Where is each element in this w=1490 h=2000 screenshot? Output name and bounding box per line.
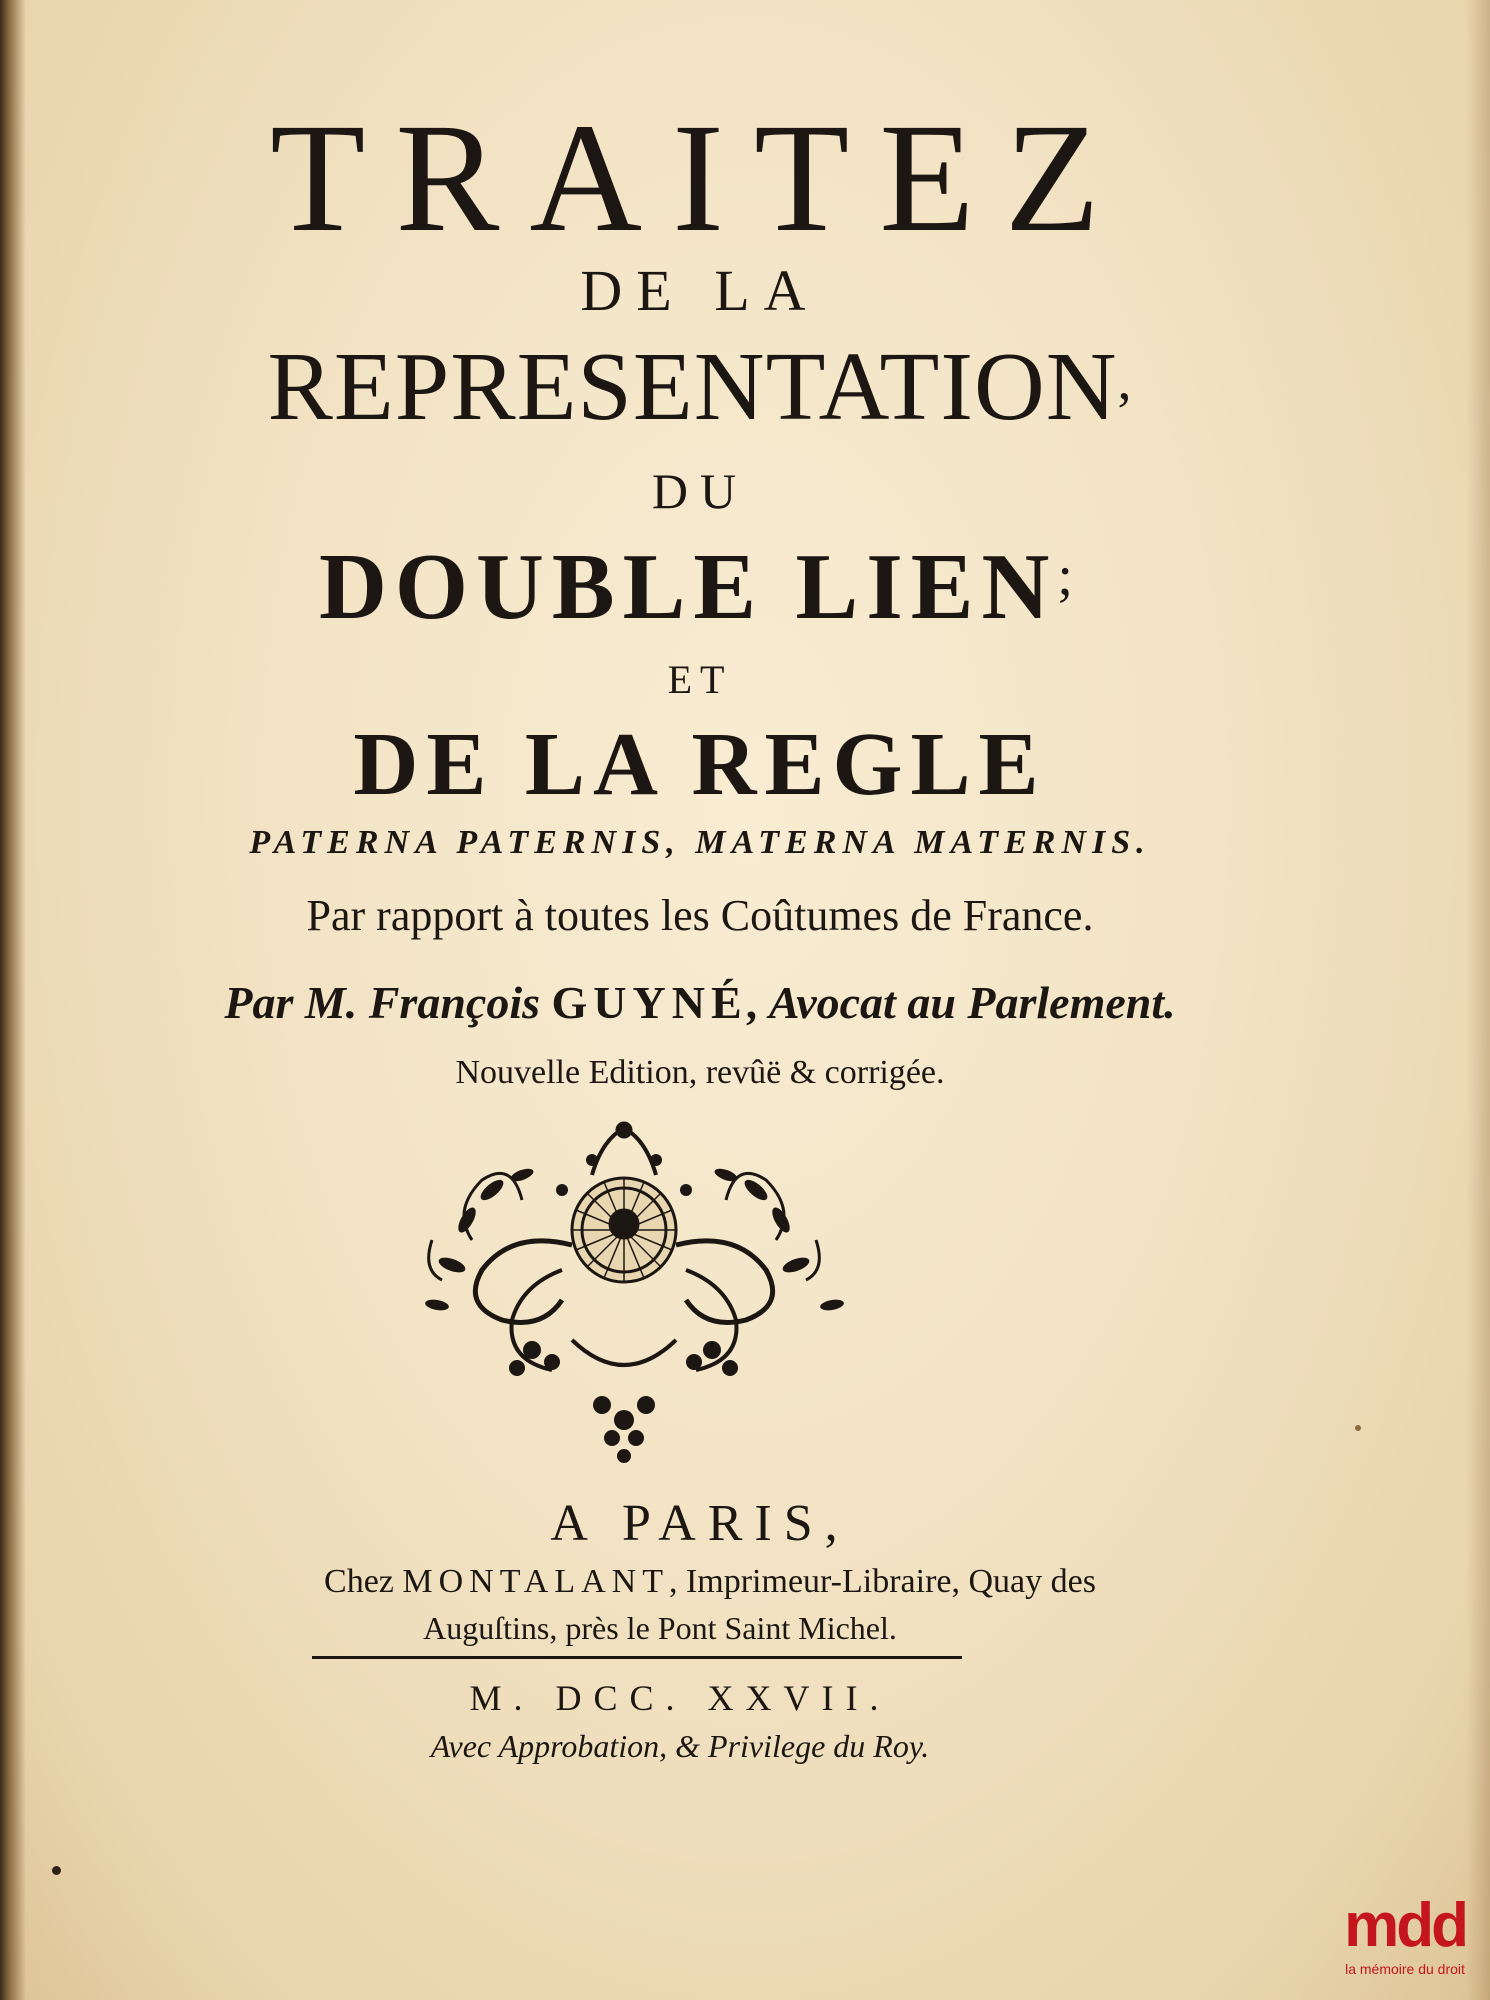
printers-ornament-vignette — [412, 1120, 868, 1470]
title-et: ET — [667, 657, 733, 702]
foxing-spot — [1355, 1425, 1361, 1431]
author-suffix: , Avocat au Parlement. — [747, 977, 1176, 1028]
watermark-tagline: la mémoire du droit — [1345, 1961, 1465, 1977]
author-name: GUYNÉ — [551, 977, 748, 1028]
title-de-la: DE LA — [580, 258, 820, 323]
watermark-mark: mdd — [1344, 1891, 1466, 1960]
latin-maxim: PATERNA PATERNIS, MATERNA MATERNIS. — [249, 824, 1151, 861]
author-prefix: Par M. François — [224, 977, 552, 1028]
mdd-watermark-logo — [1330, 1891, 1480, 1995]
publisher-prefix: Chez — [324, 1563, 403, 1600]
imprint-city: A PARIS, — [550, 1495, 850, 1552]
imprint-year: M. DCC. XXVII. — [469, 1678, 891, 1718]
imprint-rule — [312, 1656, 962, 1659]
title-representation-text: REPRESENTATION — [267, 333, 1118, 441]
imprint-privilege: Avec Approbation, & Privilege du Roy. — [430, 1728, 930, 1764]
title-traitez: TRAITEZ — [270, 91, 1130, 264]
title-de-la-regle: DE LA REGLE — [353, 715, 1047, 814]
imprint-address: Auguſtins, près le Pont Saint Michel. — [423, 1610, 897, 1646]
page-edge-shade — [1466, 0, 1490, 2000]
title-du: DU — [651, 463, 749, 519]
title-double-lien-text: DOUBLE LIEN — [319, 535, 1058, 639]
author-line — [0, 977, 1400, 1028]
title-double-lien — [0, 535, 1400, 639]
title-representation-punct: , — [1117, 350, 1133, 412]
ink-speck — [52, 1866, 61, 1875]
title-double-lien-punct: ; — [1057, 545, 1081, 607]
publisher-suffix: , Imprimeur-Libraire, Quay des — [668, 1563, 1096, 1600]
edition-line: Nouvelle Edition, revûë & corrigée. — [455, 1054, 945, 1091]
imprint-publisher — [10, 1565, 1410, 1599]
title-representation — [0, 333, 1400, 441]
publisher-name: MONTALANT — [402, 1563, 669, 1600]
rapport-line: Par rapport à toutes les Coûtumes de France. — [306, 891, 1094, 940]
